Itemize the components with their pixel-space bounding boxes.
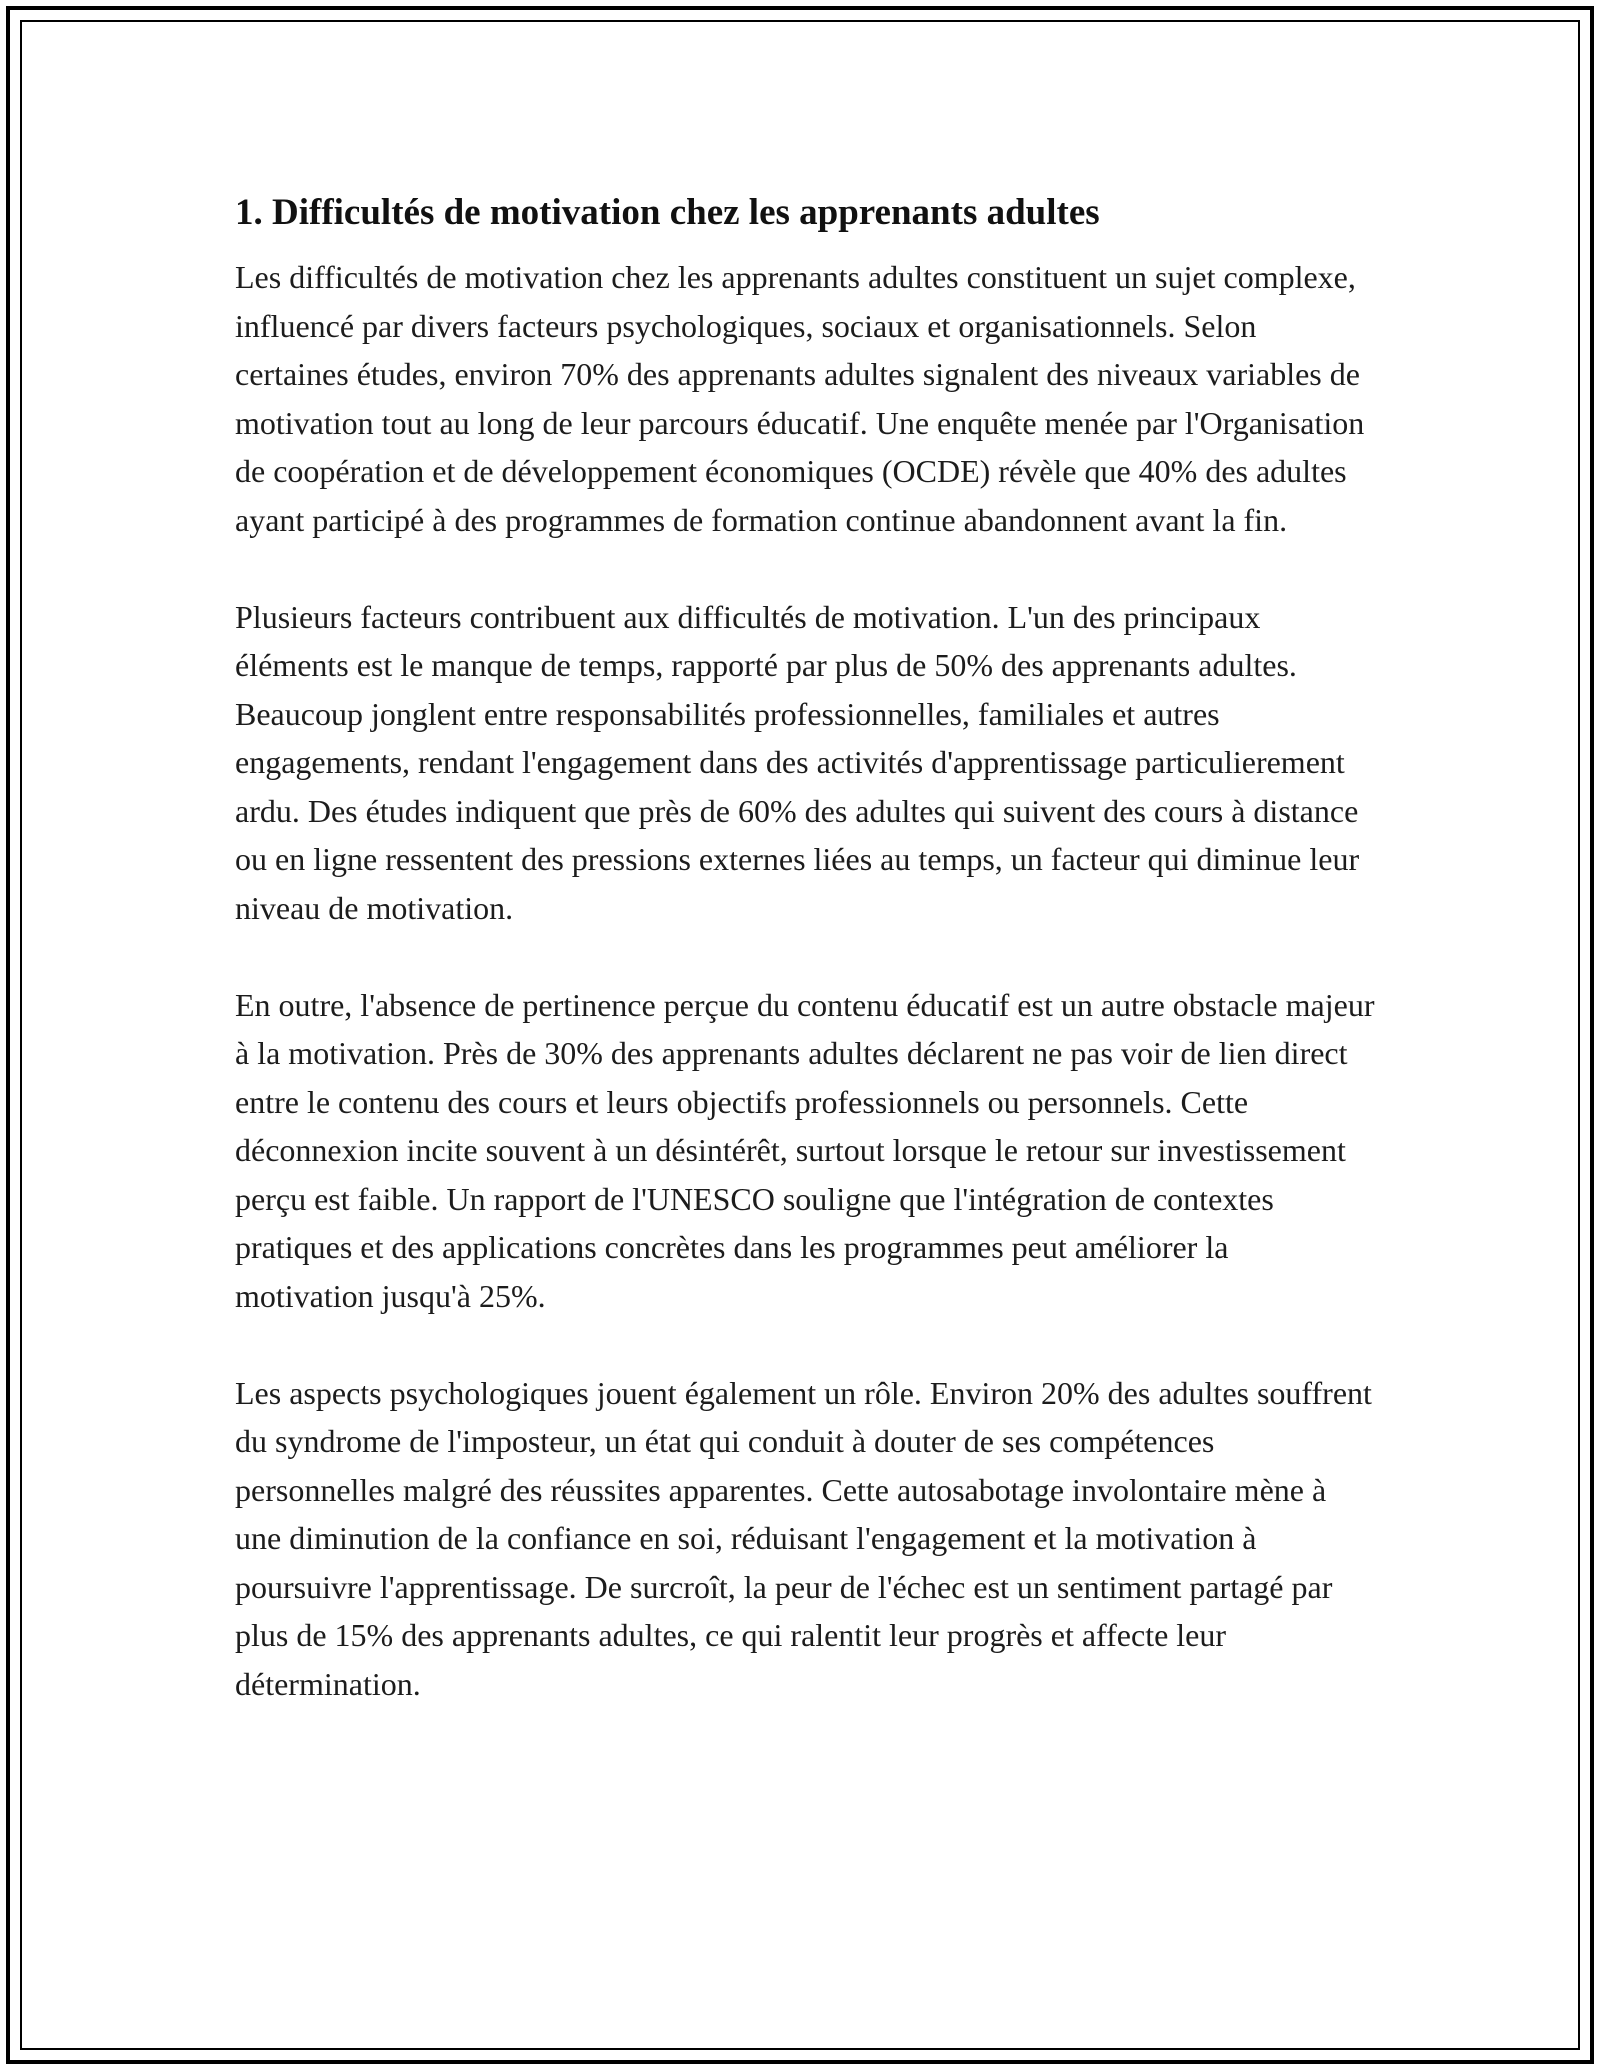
document-body <box>235 185 1375 1708</box>
paragraph-4: Les aspects psychologiques jouent également un rôle. Environ 20% des adultes souffrent du syndrome de l'imposteur, un état qui conduit à douter de ses compétences personnelles malgré des réussites apparentes. Cette autosabotage involontaire mène à une diminution de la confiance en soi, réduisant l'engagement et la motivation à poursuivre l'apprentissage. De surcroît, la peur de l'échec est un sentiment partagé par plus de 15% des apprenants adultes, ce qui ralentit leur progrès et affecte leur détermination. <box>235 1374 1372 1702</box>
section-title: 1. Difficultés de motivation chez les apprenants adultes <box>235 192 1100 233</box>
paragraph-1: Les difficultés de motivation chez les apprenants adultes constituent un sujet complexe, influencé par divers facteurs psychologiques, sociaux et organisationnels. Selon certaines études, environ 70% des apprenants adultes signalent des niveaux variables de motivation tout au long de leur parcours éducatif. Une enquête menée par l'Organisation de coopération et de développement économiques (OCDE) révèle que 40% des adultes ayant participé à des programmes de formation continue abandonnent avant la fin. <box>235 259 1365 538</box>
paragraph-3: En outre, l'absence de pertinence perçue du contenu éducatif est un autre obstacle majeur à la motivation. Près de 30% des apprenants adultes déclarent ne pas voir de lien direct entre le contenu des cours et leurs objectifs professionnels ou personnels. Cette déconnexion incite souvent à un désintérêt, surtout lorsque le retour sur investissement perçu est faible. Un rapport de l'UNESCO souligne que l'intégration de contextes pratiques et des applications concrètes dans les programmes peut améliorer la motivation jusqu'à 25%. <box>235 986 1375 1314</box>
paragraph-2: Plusieurs facteurs contribuent aux difficultés de motivation. L'un des principaux éléments est le manque de temps, rapporté par plus de 50% des apprenants adultes. Beaucoup jonglent entre responsabilités professionnelles, familiales et autres engagements, rendant l'engagement dans des activités d'apprentissage particulierement ardu. Des études indiquent que près de 60% des adultes qui suivent des cours à distance ou en ligne ressentent des pressions externes liées au temps, un facteur qui diminue leur niveau de motivation. <box>235 598 1360 926</box>
